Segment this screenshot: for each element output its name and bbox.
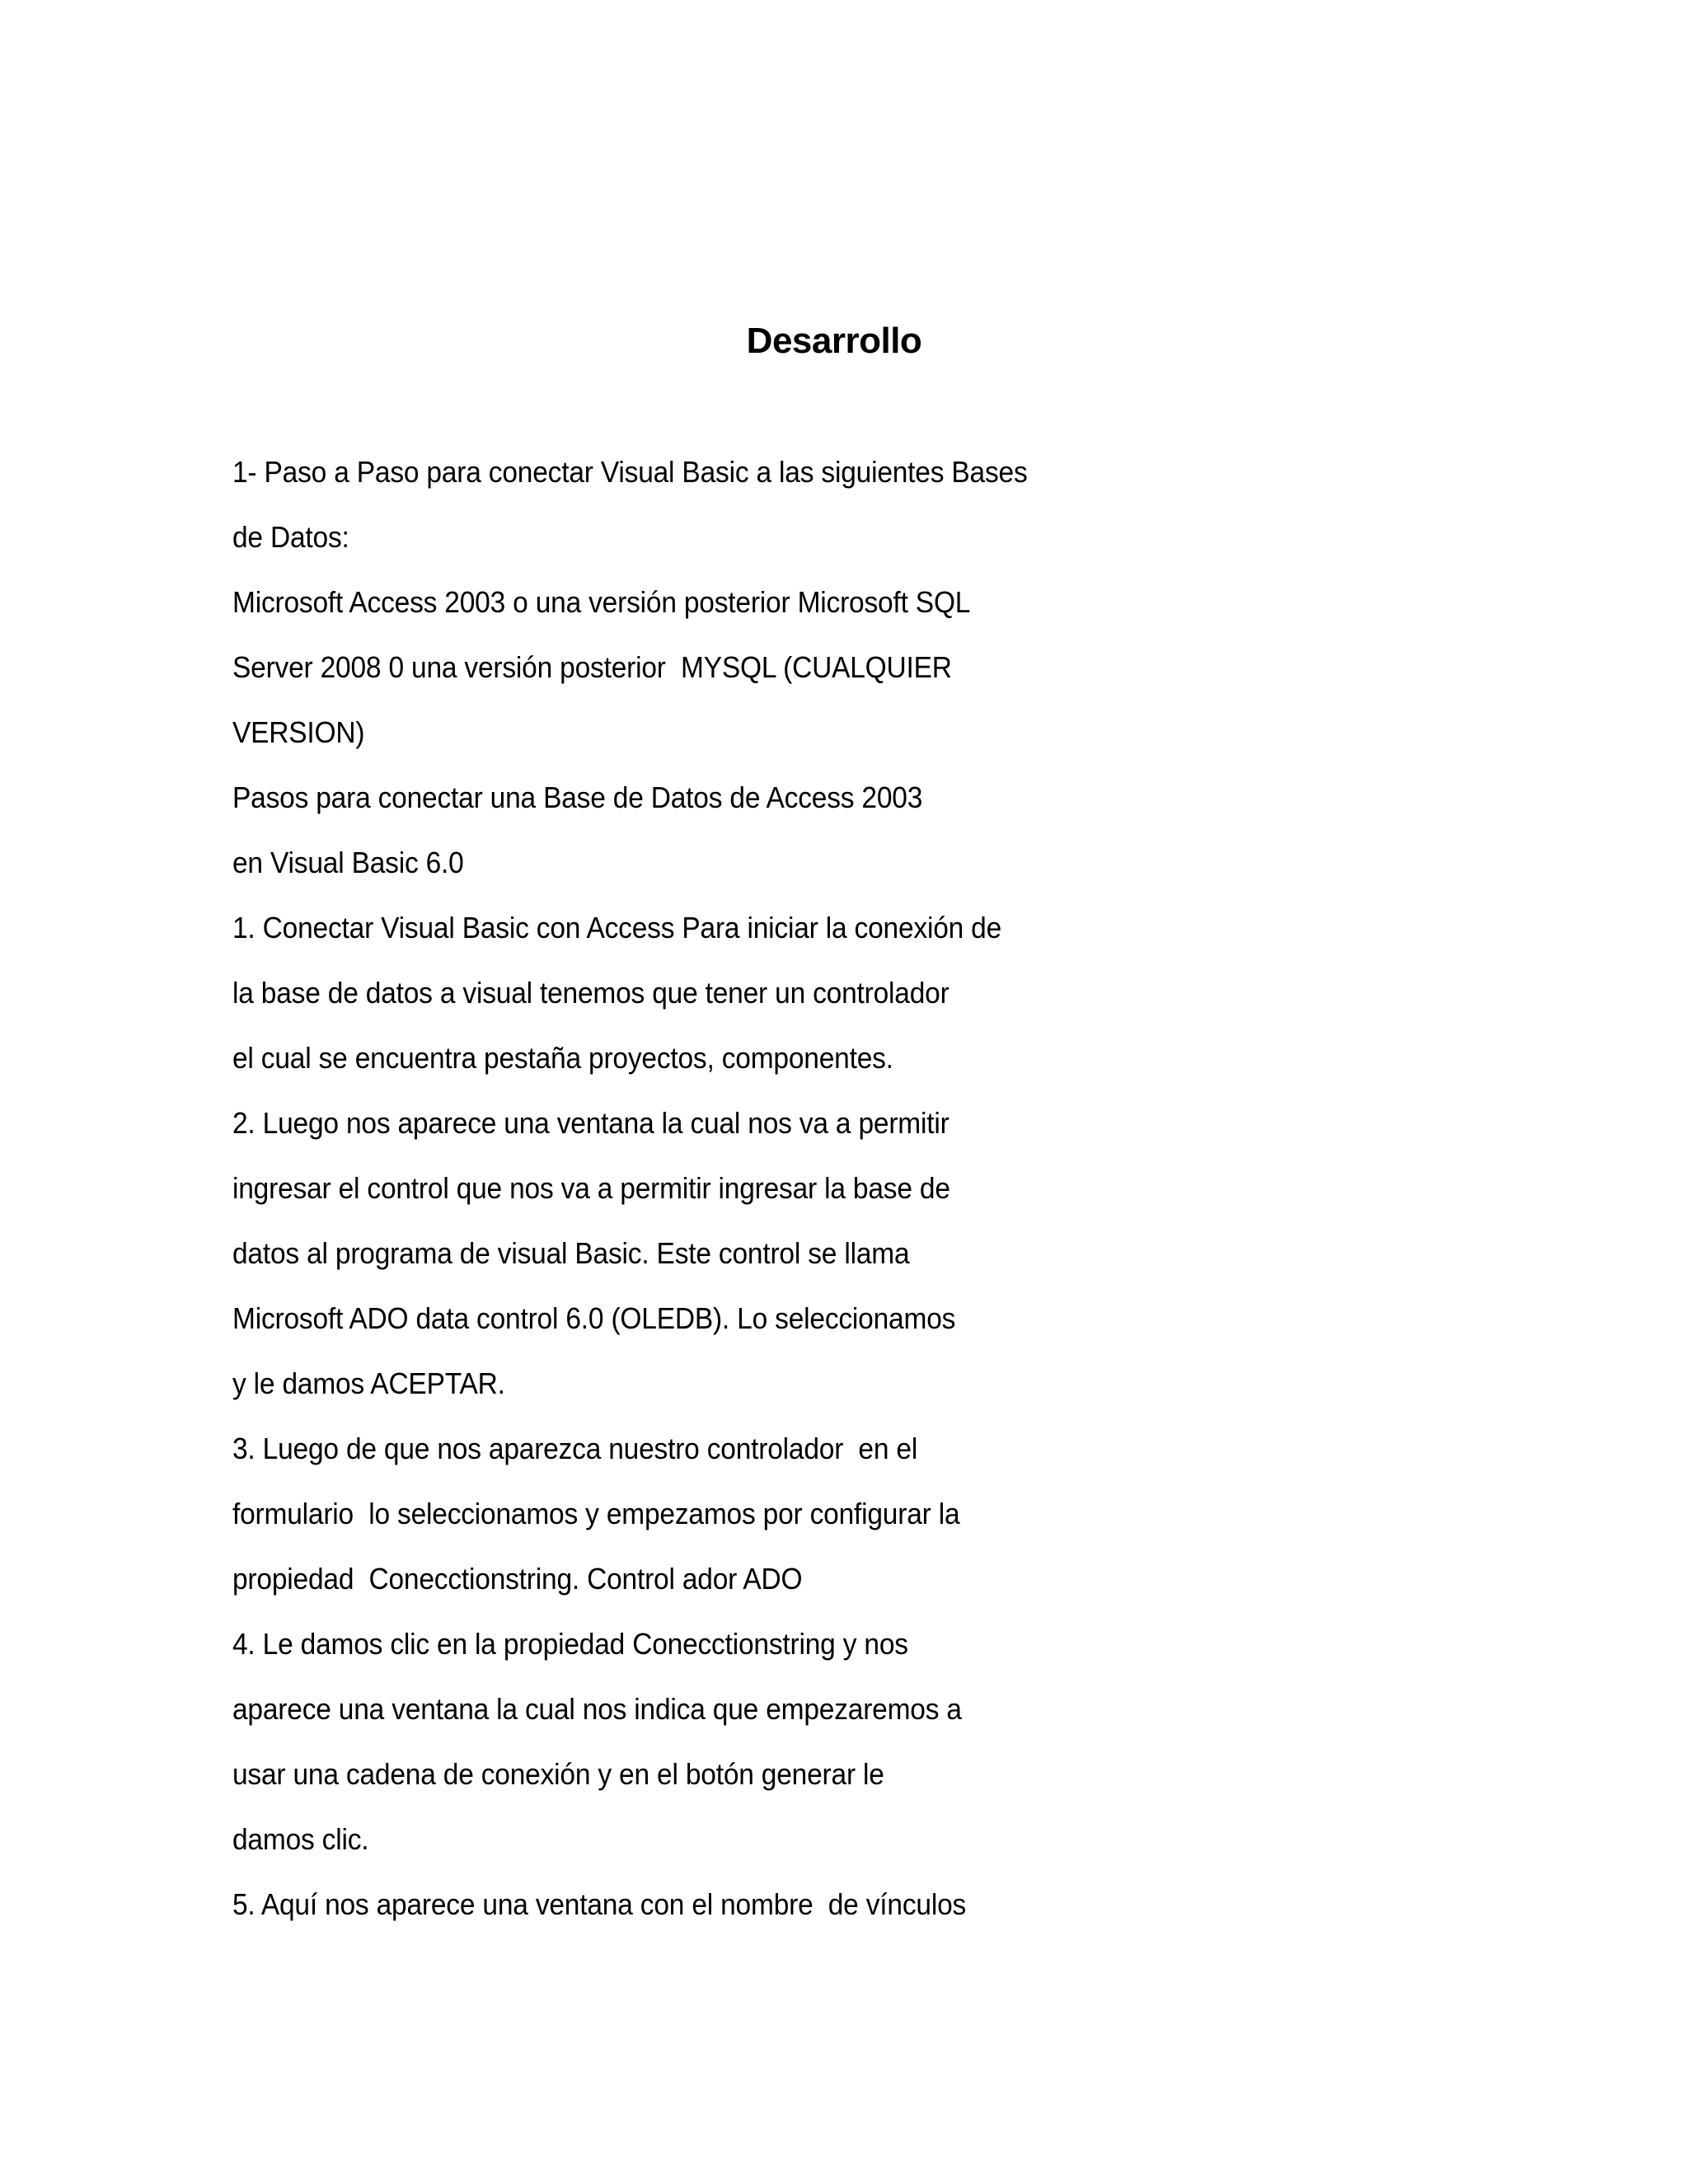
text-line: el cual se encuentra pestaña proyectos, componentes. [232, 1041, 893, 1075]
text-line: y le damos ACEPTAR. [232, 1366, 505, 1400]
text-line: formulario lo seleccionamos y empezamos por configurar la [232, 1497, 960, 1530]
text-line: Pasos para conectar una Base de Datos de Access 2003 [232, 780, 923, 814]
text-line: ingresar el control que nos va a permitir ingresar la base de [232, 1171, 950, 1205]
text-line: Microsoft ADO data control 6.0 (OLEDB). Lo seleccionamos [232, 1301, 956, 1335]
text-line: 5. Aquí nos aparece una ventana con el nombre de vínculos [232, 1887, 967, 1921]
text-line: de Datos: [232, 520, 349, 554]
text-line: aparece una ventana la cual nos indica que empezaremos a [232, 1692, 962, 1726]
text-line: en Visual Basic 6.0 [232, 846, 464, 879]
text-line: 2. Luego nos aparece una ventana la cual nos va a permitir [232, 1106, 950, 1140]
text-line: Server 2008 0 una versión posterior MYSQL (CUALQUIER [232, 650, 952, 684]
text-line: la base de datos a visual tenemos que tener un controlador [232, 976, 950, 1010]
text-line: damos clic. [232, 1822, 369, 1856]
text-line: Microsoft Access 2003 o una versión posterior Microsoft SQL [232, 585, 971, 619]
text-line: 3. Luego de que nos aparezca nuestro controlador en el [232, 1432, 918, 1465]
document-body [232, 452, 1087, 1949]
text-line: VERSION) [232, 715, 365, 749]
text-line: 4. Le damos clic en la propiedad Conecctionstring y nos [232, 1627, 908, 1661]
text-line: datos al programa de visual Basic. Este control se llama [232, 1236, 910, 1270]
page-title: Desarrollo [746, 321, 922, 361]
text-line: 1. Conectar Visual Basic con Access Para iniciar la conexión de [232, 911, 1002, 944]
text-line: usar una cadena de conexión y en el botón generar le [232, 1757, 884, 1791]
text-line: 1- Paso a Paso para conectar Visual Basic a las siguientes Bases [232, 455, 1028, 489]
text-line: propiedad Conecctionstring. Control ador ADO [232, 1562, 803, 1596]
